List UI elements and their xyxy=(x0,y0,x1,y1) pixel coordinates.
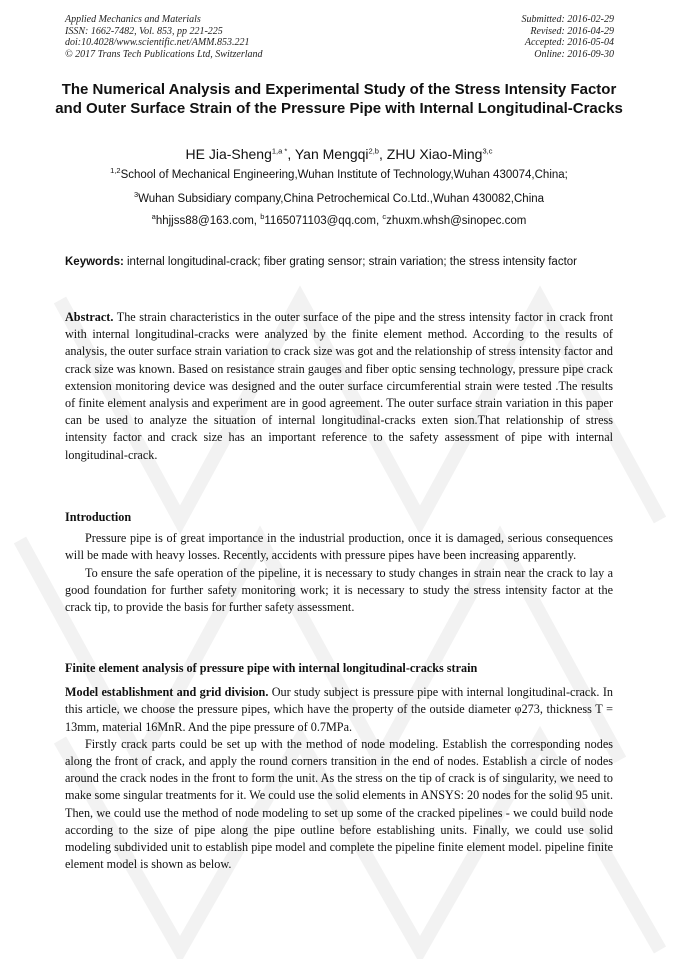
author-sup: 1,a * xyxy=(271,146,288,156)
affiliation-text: School of Mechanical Engineering,Wuhan Institute of Technology,Wuhan 430074,China; xyxy=(120,169,568,181)
online-date: Online: 2016-09-30 xyxy=(534,48,614,60)
paragraph-text: Our study subject is pressure pipe with internal longitudinal-crack. In this article, we choose the pressure pipes, which have the property of the outside diameter φ273, thickness T = 13mm, material 16MnR. And the pipe pressure of 0.7MPa. xyxy=(65,685,613,734)
paragraph: Pressure pipe is of great importance in the industrial production, once it is damaged, serious consequences will be made with heavy losses. Recently, accidents with pressure pipes have been increasing apparently. xyxy=(65,531,613,563)
email-list xyxy=(40,214,638,228)
author-sup: 3,c xyxy=(482,146,493,156)
keywords-text: internal longitudinal-crack; fiber grating sensor; strain variation; the stress intensity factor xyxy=(127,256,577,268)
email[interactable]: zhuxm.whsh@sinopec.com xyxy=(386,215,527,227)
issn: ISSN: 1662-7482, Vol. 853, pp 221-225 xyxy=(65,25,223,37)
keywords-label: Keywords: xyxy=(65,256,124,268)
email-sup: b xyxy=(260,212,265,222)
author-name: ZHU Xiao-Ming xyxy=(386,146,483,162)
paper-title: The Numerical Analysis and Experimental Study of the Stress Intensity Factor and Outer Surface Strain of the Pressure Pipe with Internal Longitudinal-Cracks xyxy=(55,81,623,117)
submitted-date: Submitted: 2016-02-29 xyxy=(521,14,614,25)
abstract-label: Abstract. xyxy=(65,310,114,324)
fea-section xyxy=(65,660,613,873)
section-heading: Introduction xyxy=(65,510,132,524)
subsection-label: Model establishment and grid division. xyxy=(65,685,269,700)
abstract-text: The strain characteristics in the outer surface of the pipe and the stress intensity factor in crack front with internal longitudinal-cracks were analyzed by the finite element method. According to the results of analysis, the outer surface strain variation to crack size was got and the relationship of stress intensity factor and crack size was known. Based on resistance strain gauges and fiber optic sensing technology, pressure pipe crack extension monitoring device was designed and the outer surface circumferential strain were tested .The results of finite element analysis and experiment are in good agreement. The outer surface strain variation in this paper can be used to analyze the situation of internal longitudinal-cracks exten sion.That relationship of stress intensity factor and crack size has an important reference to the safety assessment of pipe with internal longitudinal-crack. xyxy=(65,310,614,462)
introduction-section xyxy=(65,509,613,616)
copyright: © 2017 Trans Tech Publications Ltd, Switzerland xyxy=(65,48,263,60)
paragraph xyxy=(65,684,613,736)
author-name: HE Jia-Sheng xyxy=(185,146,272,162)
author-sup: 2,b xyxy=(368,146,379,156)
keywords xyxy=(65,254,613,271)
journal-name: Applied Mechanics and Materials xyxy=(65,14,201,25)
affiliation-sup: 1,2 xyxy=(110,166,121,176)
revised-date: Revised: 2016-04-29 xyxy=(530,25,614,37)
paragraph: To ensure the safe operation of the pipeline, it is necessary to study changes in strain near the crack to lay a good foundation for further safety monitoring work; it is necessary to study the stress intensity factor at the crack tip, to provide the basis for further safety assessment. xyxy=(65,565,613,615)
journal-info xyxy=(65,14,263,60)
email[interactable]: hhjjss88@163.com, xyxy=(155,215,257,227)
email[interactable]: 1165071103@qq.com, xyxy=(264,215,380,227)
doi: doi:10.4028/www.scientific.net/AMM.853.221 xyxy=(65,37,250,48)
abstract xyxy=(65,309,613,464)
email-sup: c xyxy=(382,212,387,222)
affiliation-sup: 3 xyxy=(133,190,139,200)
affiliation xyxy=(40,192,638,206)
author-name: Yan Mengqi xyxy=(294,146,369,162)
affiliation-text: Wuhan Subsidiary company,China Petrochemical Co.Ltd.,Wuhan 430082,China xyxy=(138,193,545,205)
author-list: HE Jia-Sheng$^{1,a *}$, Yan Mengqi$^{2,b}$, ZHU Xiao-Ming$^{3,c}$ xyxy=(185,146,493,162)
accepted-date: Accepted: 2016-05-04 xyxy=(524,37,614,48)
email-sup: a xyxy=(151,212,156,222)
section-heading: Finite element analysis of pressure pipe with internal longitudinal-cracks strain xyxy=(65,661,478,675)
affiliation xyxy=(40,168,638,182)
paragraph: Firstly crack parts could be set up with the method of node modeling. Establish the corresponding nodes along the front of crack, and apply the round corners transition in the end of nodes. Establish a circle of nodes around the crack nodes in the front to form the unit. As the stress on the tip of crack is of singularity, we need to make some singular treatments for it. We could use the solid elements in ANSYS: 20 nodes for the solid 95 unit. Then, we could use the method of node modeling to set up some of the cracked pipelines - we could build node according to the size of pipe along the pipe outline before establishing units. Finally, we could use solid modeling subdivided unit to establish pipe model and complete the pipeline finite element model. pipeline finite element model is shown as below. xyxy=(65,736,613,872)
dates-info xyxy=(522,14,615,60)
